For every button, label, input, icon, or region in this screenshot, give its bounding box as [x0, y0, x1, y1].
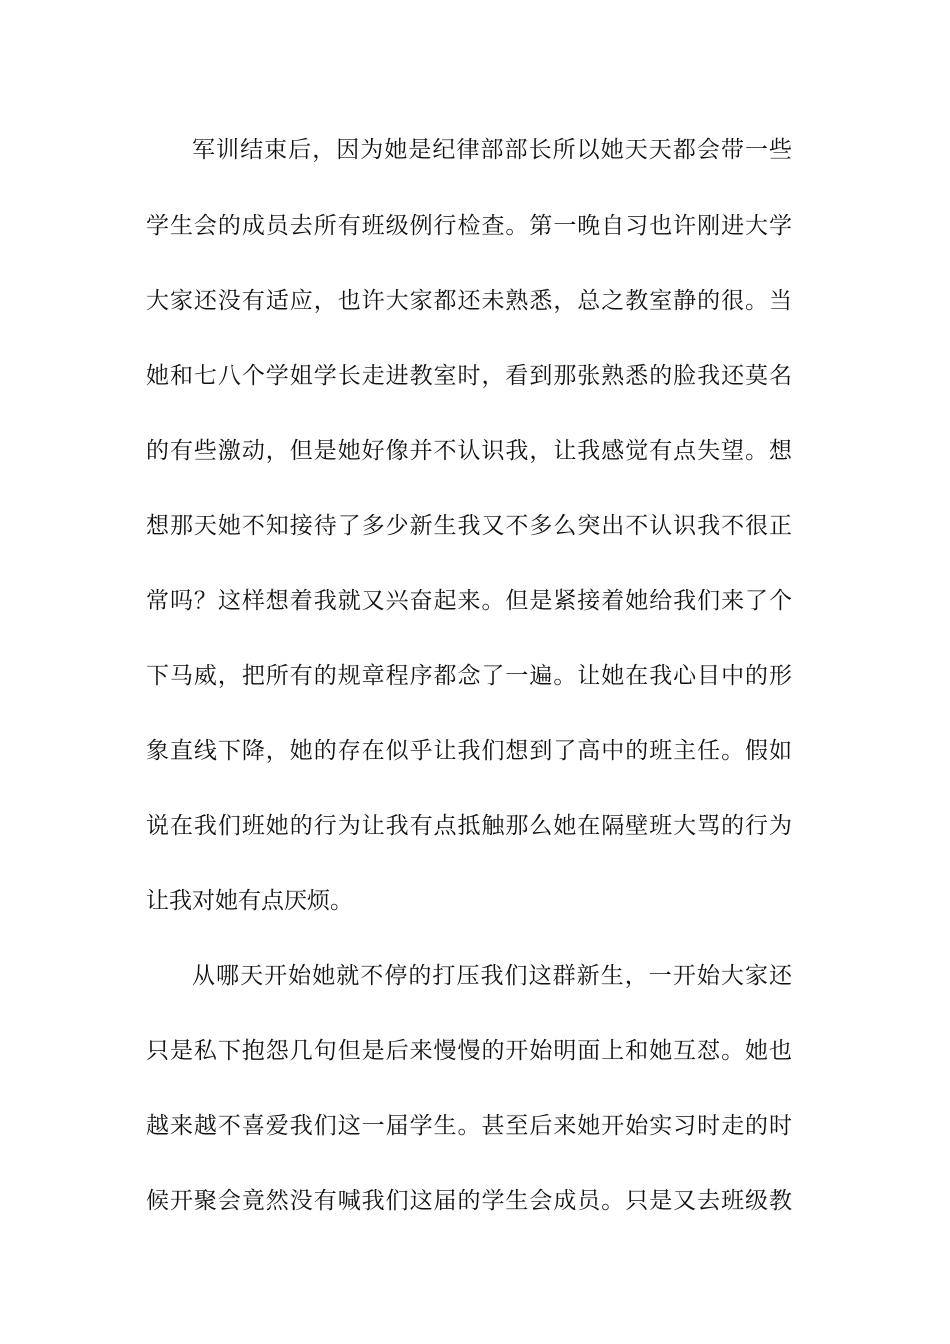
paragraph-1-line-4: 她和七八个学姐学长走进教室时，看到那张熟悉的脸我还莫名	[146, 363, 792, 389]
paragraph-1-line-11: 让我对她有点厌烦。	[146, 888, 353, 914]
paragraph-1-line-5: 的有些激动，但是她好像并不认识我，让我感觉有点失望。想	[146, 438, 792, 464]
paragraph-2-line-4: 候开聚会竟然没有喊我们这届的学生会成员。只是又去班级教	[146, 1188, 792, 1214]
paragraph-1-line-9: 象直线下降，她的存在似乎让我们想到了高中的班主任。假如	[146, 738, 792, 764]
paragraph-1-line-1: 军训结束后，因为她是纪律部部长所以她天天都会带一些	[192, 137, 792, 163]
paragraph-1-line-8: 下马威，把所有的规章程序都念了一遍。让她在我心目中的形	[146, 663, 792, 689]
paragraph-2-line-3: 越来越不喜爱我们这一届学生。甚至后来她开始实习时走的时	[146, 1113, 792, 1139]
paragraph-2-line-2: 只是私下抱怨几句但是后来慢慢的开始明面上和她互怼。她也	[146, 1038, 792, 1064]
paragraph-1-line-6: 想那天她不知接待了多少新生我又不多么突出不认识我不很正	[146, 513, 792, 539]
paragraph-1-line-3: 大家还没有适应，也许大家都还未熟悉，总之教室静的很。当	[146, 288, 792, 314]
paragraph-1-line-2: 学生会的成员去所有班级例行检查。第一晚自习也许刚进大学	[146, 213, 792, 239]
paragraph-2-line-1: 从哪天开始她就不停的打压我们这群新生，一开始大家还	[192, 963, 792, 989]
paragraph-1-line-7: 常吗？这样想着我就又兴奋起来。但是紧接着她给我们来了个	[146, 588, 792, 614]
paragraph-1-line-10: 说在我们班她的行为让我有点抵触那么她在隔壁班大骂的行为	[146, 813, 792, 839]
